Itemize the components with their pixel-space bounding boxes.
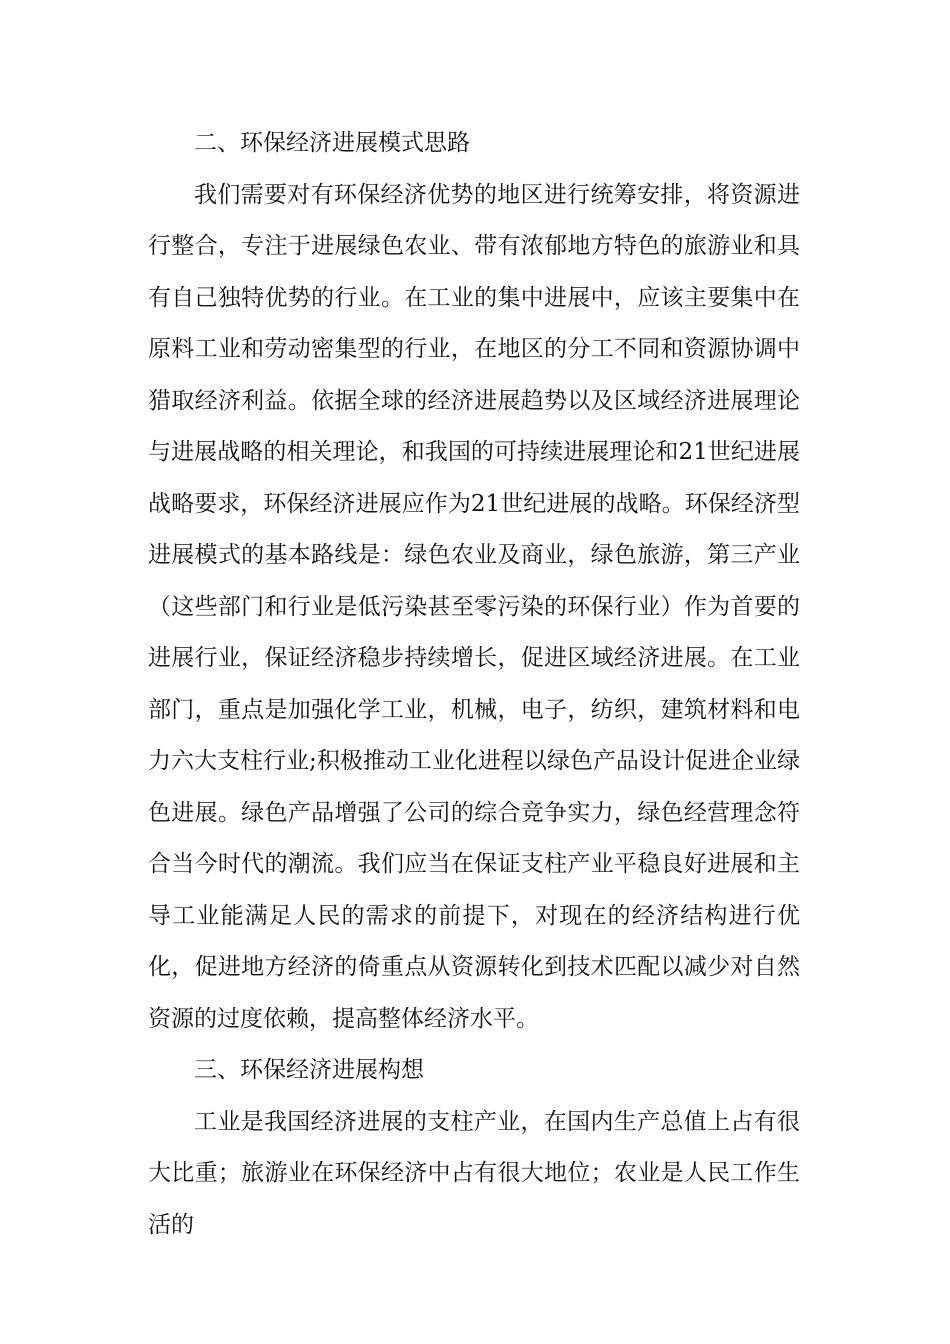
paragraph-development-concept: 工业是我国经济进展的支柱产业，在国内生产总值上占有很大比重；旅游业在环保经济中占有很大地位；农业是人民工作生活的	[148, 1108, 800, 1238]
paragraph-development-model: 我们需要对有环保经济优势的地区进行统筹安排，将资源进行整合，专注于进展绿色农业、带有浓郁地方特色的旅游业和具有自己独特优势的行业。在工业的集中进展中，应该主要集中在原料工业和劳动密集型的行业，在地区的分工不同和资源协调中猎取经济利益。依据全球的经济进展趋势以及区域经济进展理论与进展战略的相关理论，和我国的可持续进展理论和21世纪进展战略要求，环保经济进展应作为21世纪进展的战略。环保经济型进展模式的基本路线是：绿色农业及商业，绿色旅游，第三产业（这些部门和行业是低污染甚至零污染的环保行业）作为首要的进展行业，保证经济稳步持续增长，促进区域经济进展。在工业部门，重点是加强化学工业，机械，电子，纺织，建筑材料和电力六大支柱行业;积极推动工业化进程以绿色产品设计促进企业绿色进展。绿色产品增强了公司的综合竞争实力，绿色经营理念符合当今时代的潮流。我们应当在保证支柱产业平稳良好进展和主导工业能满足人民的需求的前提下，对现在的经济结构进行优化，促进地方经济的倚重点从资源转化到技术匹配以减少对自然资源的过度依赖，提高整体经济水平。	[148, 181, 800, 1032]
document-body	[148, 118, 800, 1251]
section-heading-3: 三、环保经济进展构想	[194, 1057, 424, 1083]
section-heading-2: 二、环保经济进展模式思路	[194, 130, 470, 156]
